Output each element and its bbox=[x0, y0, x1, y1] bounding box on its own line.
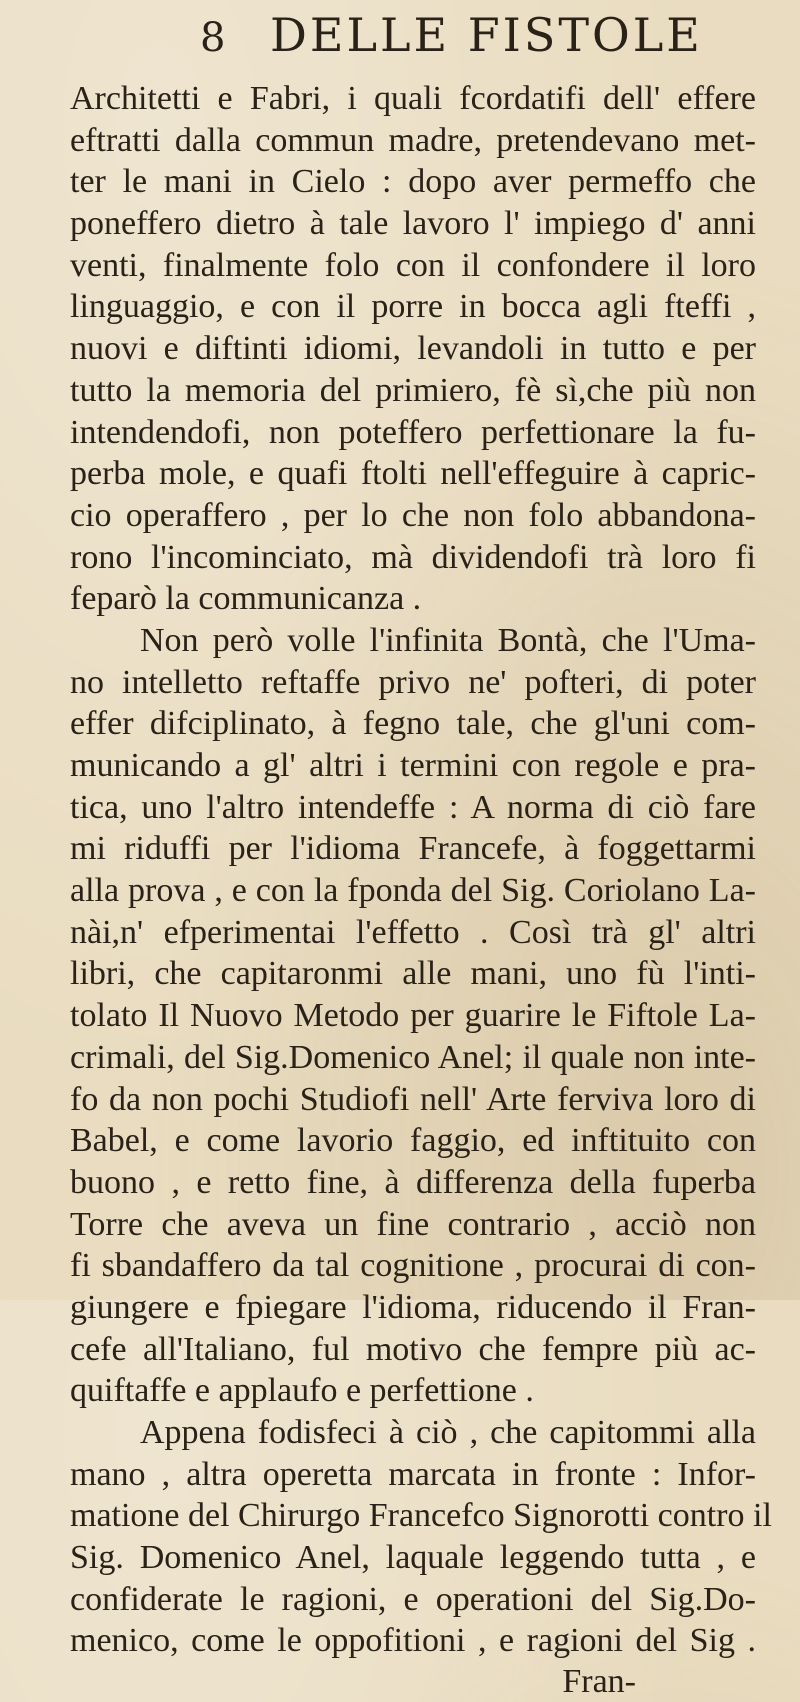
text-line: effer difciplinato, à fegno tale, che gl'uni com- bbox=[70, 705, 756, 743]
text-line: linguaggio, e con il porre in bocca agli fteffi , bbox=[70, 288, 756, 326]
text-line: Architetti e Fabri, i quali fcordatifi dell' effere bbox=[70, 80, 756, 117]
text-line: crimali, del Sig.Domenico Anel; il quale non inte- bbox=[70, 1038, 756, 1076]
text-line: menico, come le oppofitioni , e ragioni del Sig . bbox=[70, 1622, 756, 1660]
text-line: libri, che capitaronmi alle mani, uno fù l'inti- bbox=[70, 955, 756, 993]
text-line: Torre che aveva un fine contrario , acciò non bbox=[70, 1205, 756, 1243]
text-line: quiftaffe e applaufo e perfettione . bbox=[70, 1372, 534, 1410]
text-line: cefe all'Italiano, ful motivo che fempre più ac- bbox=[70, 1330, 756, 1368]
text-line: Babel, e come lavorio faggio, ed inftituito con bbox=[70, 1122, 756, 1160]
text-line: intendendofi, non poteffero perfettionare la fu- bbox=[70, 413, 756, 451]
text-line: Appena fodisfeci à ciò , che capitommi alla bbox=[140, 1414, 756, 1451]
text-line: feparò la communicanza . bbox=[70, 580, 422, 618]
text-line: venti, finalmente folo con il confondere il loro bbox=[70, 246, 756, 284]
text-line: mi riduffi per l'idioma Francefe, à foggettarmi bbox=[70, 830, 756, 868]
text-line: tutto la memoria del primiero, fè sì,che più non bbox=[70, 371, 756, 409]
text-line: municando a gl' altri i termini con regole e pra- bbox=[70, 747, 756, 784]
text-line: buono , e retto fine, à differenza della fuperba bbox=[70, 1163, 756, 1201]
text-line: alla prova , e con la fponda del Sig. Coriolano La- bbox=[70, 872, 756, 910]
text-line: nuovi e diftinti idiomi, levandoli in tutto e per bbox=[70, 330, 756, 368]
text-line: rono l'incominciato, mà dividendofi trà loro fi bbox=[70, 538, 756, 576]
text-line: perba mole, e quafi ftolti nell'effeguire à capric- bbox=[70, 455, 756, 493]
text-line: nài,n' efperimentai l'effetto . Così trà gl' altri bbox=[70, 913, 756, 951]
text-line: Non però volle l'infinita Bontà, che l'Uma- bbox=[140, 621, 756, 659]
text-line: ter le mani in Cielo : dopo aver permeffo che bbox=[70, 163, 756, 201]
body-text bbox=[70, 78, 772, 1662]
text-line: confiderate le ragioni, e operationi del Sig.Do- bbox=[70, 1580, 756, 1618]
text-line: fi sbandaffero da tal cognitione , procurai di con- bbox=[70, 1247, 756, 1285]
text-line: giungere e fpiegare l'idioma, riducendo il Fran- bbox=[70, 1288, 756, 1326]
catchword: Fran- bbox=[562, 1663, 636, 1701]
running-title: DELLE FISTOLE bbox=[270, 8, 703, 62]
text-line: eftratti dalla commun madre, pretendevano met- bbox=[70, 121, 756, 159]
text-line: no intelletto reftaffe privo ne' pofteri, di poter bbox=[70, 663, 756, 701]
page-number: 8 bbox=[200, 15, 227, 61]
text-line: poneffero dietro à tale lavoro l' impiego d' anni bbox=[70, 205, 756, 243]
text-line: tolato Il Nuovo Metodo per guarire le Fiftole La- bbox=[70, 997, 756, 1035]
text-line: fo da non pochi Studiofi nell' Arte ferviva loro di bbox=[70, 1080, 756, 1118]
text-line: mano , altra operetta marcata in fronte : Infor- bbox=[70, 1455, 756, 1493]
text-line: matione del Chirurgo Francefco Signorotti contro il bbox=[70, 1497, 772, 1535]
text-line: cio operaffero , per lo che non folo abbandona- bbox=[70, 496, 756, 534]
running-head bbox=[70, 8, 756, 78]
text-line: tica, uno l'altro intendeffe : A norma di ciò fare bbox=[70, 788, 756, 826]
text-line: Sig. Domenico Anel, laquale leggendo tutta , e bbox=[70, 1539, 756, 1577]
